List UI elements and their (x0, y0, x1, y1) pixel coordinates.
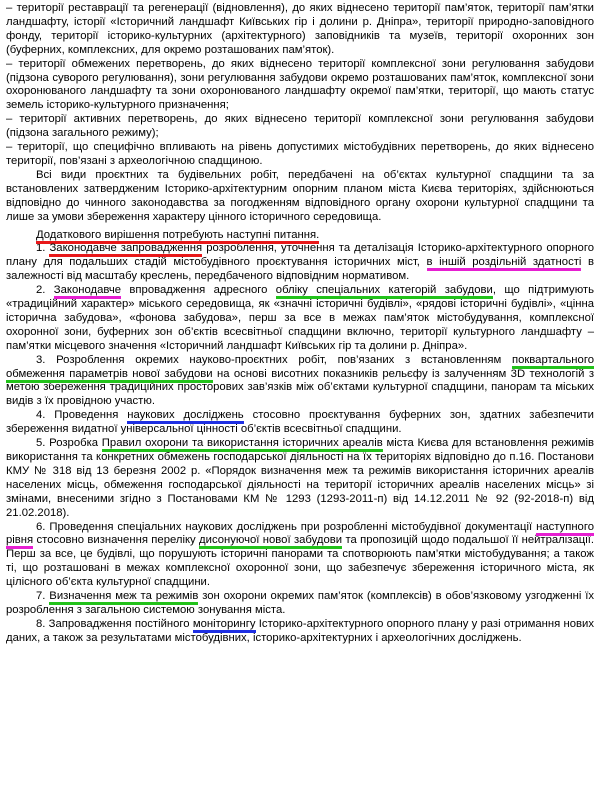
p-dash-3 (6, 113, 594, 141)
highlighted-phrase-blue: моніторингу (193, 618, 256, 633)
p-item-8 (6, 618, 594, 646)
p-all-types (6, 169, 594, 225)
paragraph-text: на основі висотних показників рельєфу із залученням 3D технологій з метою збереження традиційних просторових зав’язків між об’єктами культурної спадщини, панорам та міських видів з їх провідною участю. (6, 367, 594, 408)
paragraph-text: 7. (36, 590, 50, 603)
p-item-2 (6, 284, 594, 354)
paragraph-text: та пропозицій щодо подальшої її нейтралізації. Перш за все, це будівлі, що порушують історичні панорами та спотворюють пам’ятки містобудування; а також ті, що розташовані в межах комплексної охоронної зони, що забезпечує збереження історичного міста, як цілісного об’єкта культурної спадщини. (6, 534, 594, 589)
paragraph-text: Всі види проєктних та будівельних робіт, передбачені на об’єктах культурної спадщини та за встановлених затвердженим Історико-архітектурним опорним планом міста Києва територіях, здійснюються відповідно до чинного законодавства за погодженням відповідного органу охорони культурної спадщини та лише за умови збереження характеру цінного історичного середовища. (6, 168, 594, 223)
paragraph-text: 2. (36, 284, 54, 297)
p-dash-1 (6, 2, 594, 58)
p-item-4 (6, 409, 594, 437)
paragraph-text: 6. Проведення спеціальних наукових досліджень при розробленні містобудівної документації (36, 520, 537, 533)
highlighted-phrase-green: поквартального обмеження параметрів нової забудови (6, 354, 594, 383)
p-dash-4 (6, 141, 594, 169)
paragraph-text: стосовно проєктування буферних зон, здатних забезпечити збереження видатної універсальної цінності об’єктів всесвітньої спадщини. (6, 409, 594, 436)
highlighted-phrase-green: Правил охорони та використання історичних ареалів (102, 437, 383, 452)
paragraph-text: , що підтримують «традиційний характер» міського середовища, як «значні історичні будівлі», «рядові історичні будівлі», «цінна історична забудова», «фонова забудова», перш за все в межах пам’яток містобудування, комплексної охоронної зони, буферних зон об’єктів всесвітньої спадщини включно, території культурного ландшафту – пам’ятки місцевого значення «Історичний ландшафт Київських гір та долини р. Дніпра». (6, 284, 594, 352)
p-item-6 (6, 521, 594, 591)
p-dash-2 (6, 58, 594, 114)
p-additional (6, 229, 594, 243)
p-item-1 (6, 242, 594, 284)
p-item-7 (6, 590, 594, 618)
paragraph-text: – території, що специфічно впливають на рівень допустимих містобудівних перетворень, до яких віднесено території, пов’язані з археологічною спадщиною. (6, 141, 594, 167)
highlighted-phrase-red: Додаткового вирішення потребують наступні питання. (36, 229, 319, 244)
paragraph-text: міста Києва для встановлення режимів використання та конкретних обмежень господарської діяльності на їх територіях відповідно до п.16. Постанови КМУ № 318 від 13 березня 2002 р. «Порядок визначення меж та режимів використання історичних ареалів населених місць, обмеження господарської діяльності на території історичних ареалів населених місць» зі змінами, внесеними згідно з Постановами КМ № 1293 (1293-2011-п) від 14.12.2011 № 92 (92-2018-п) від 21.02.2018). (6, 437, 594, 519)
paragraph-text: 1. (36, 242, 50, 255)
paragraph-text: – території реставрації та регенерації (відновлення), до яких віднесено території пам’яток, території пам’ятки ландшафту, історії «Історичний ландшафт Київських гір і долини р. Дніпра», території природно-заповідного фонду, території історико-культурних (архітектурного) заповідників та музеїв, території охоронних зон (буферних, комплексних, для окремо розташованих пам’яток). (6, 2, 594, 56)
paragraph-text: Історико-архітектурного опорного плану у разі отримання нових даних, а також за результатами містобудівних, історико-архітектурних і археологічних досліджень. (6, 617, 594, 644)
highlighted-phrase-red: Законодавче запровадження (49, 242, 202, 257)
paragraph-text: в залежності від масштабу креслень, передбаченого відповідним нормативом. (6, 256, 594, 283)
paragraph-text: 8. Запровадження постійного (36, 617, 193, 630)
paragraph-text: 4. Проведення (36, 409, 128, 422)
paragraph-text: – території обмежених перетворень, до яких віднесено території комплексної зони регулювання забудови (підзона суворого регулювання), зони регулювання забудови окремо розташованих пам’яток, комплексної зони охоронюваного ландшафту та зони охоронюваного ландшафту окремої пам’ятки, території, що мають статус земель історико-культурного призначення; (6, 57, 594, 112)
paragraph-text: 3. Розроблення окремих науково-проєктних робіт, пов’язаних з встановленням (36, 353, 512, 366)
p-item-5 (6, 437, 594, 520)
p-item-3 (6, 354, 594, 410)
paragraph-text: зон охорони окремих пам’яток (комплексів) в обов’язковому узгодженні їх розроблення з загальною системою зонування міста. (6, 590, 594, 616)
highlighted-phrase-green: обліку спеціальних категорій забудови (276, 284, 493, 299)
highlighted-phrase-pink: Законодавче (54, 284, 121, 299)
paragraph-text: розроблення, уточнення та деталізація Історико-архітектурного опорного плану для подальших стадій містобудівного проєктування історичних міст, (6, 242, 594, 269)
highlighted-phrase-green: Визначення меж та режимів (49, 590, 198, 605)
paragraph-text: впровадження адресного (121, 284, 276, 297)
highlighted-phrase-pink: в іншій роздільній здатності (427, 256, 582, 271)
paragraph-text: стосовно визначення переліку (33, 534, 200, 547)
paragraph-text: 5. Розробка (36, 437, 102, 450)
highlighted-phrase-green: дисонуючої нової забудови (199, 534, 342, 549)
paragraph-text: – території активних перетворень, до яких віднесено території комплексної зони регулювання забудови (підзона загального режиму); (6, 113, 594, 140)
highlighted-phrase-pink: наступного рівня (6, 521, 594, 550)
highlighted-phrase-blue: наукових досліджень (127, 409, 243, 424)
